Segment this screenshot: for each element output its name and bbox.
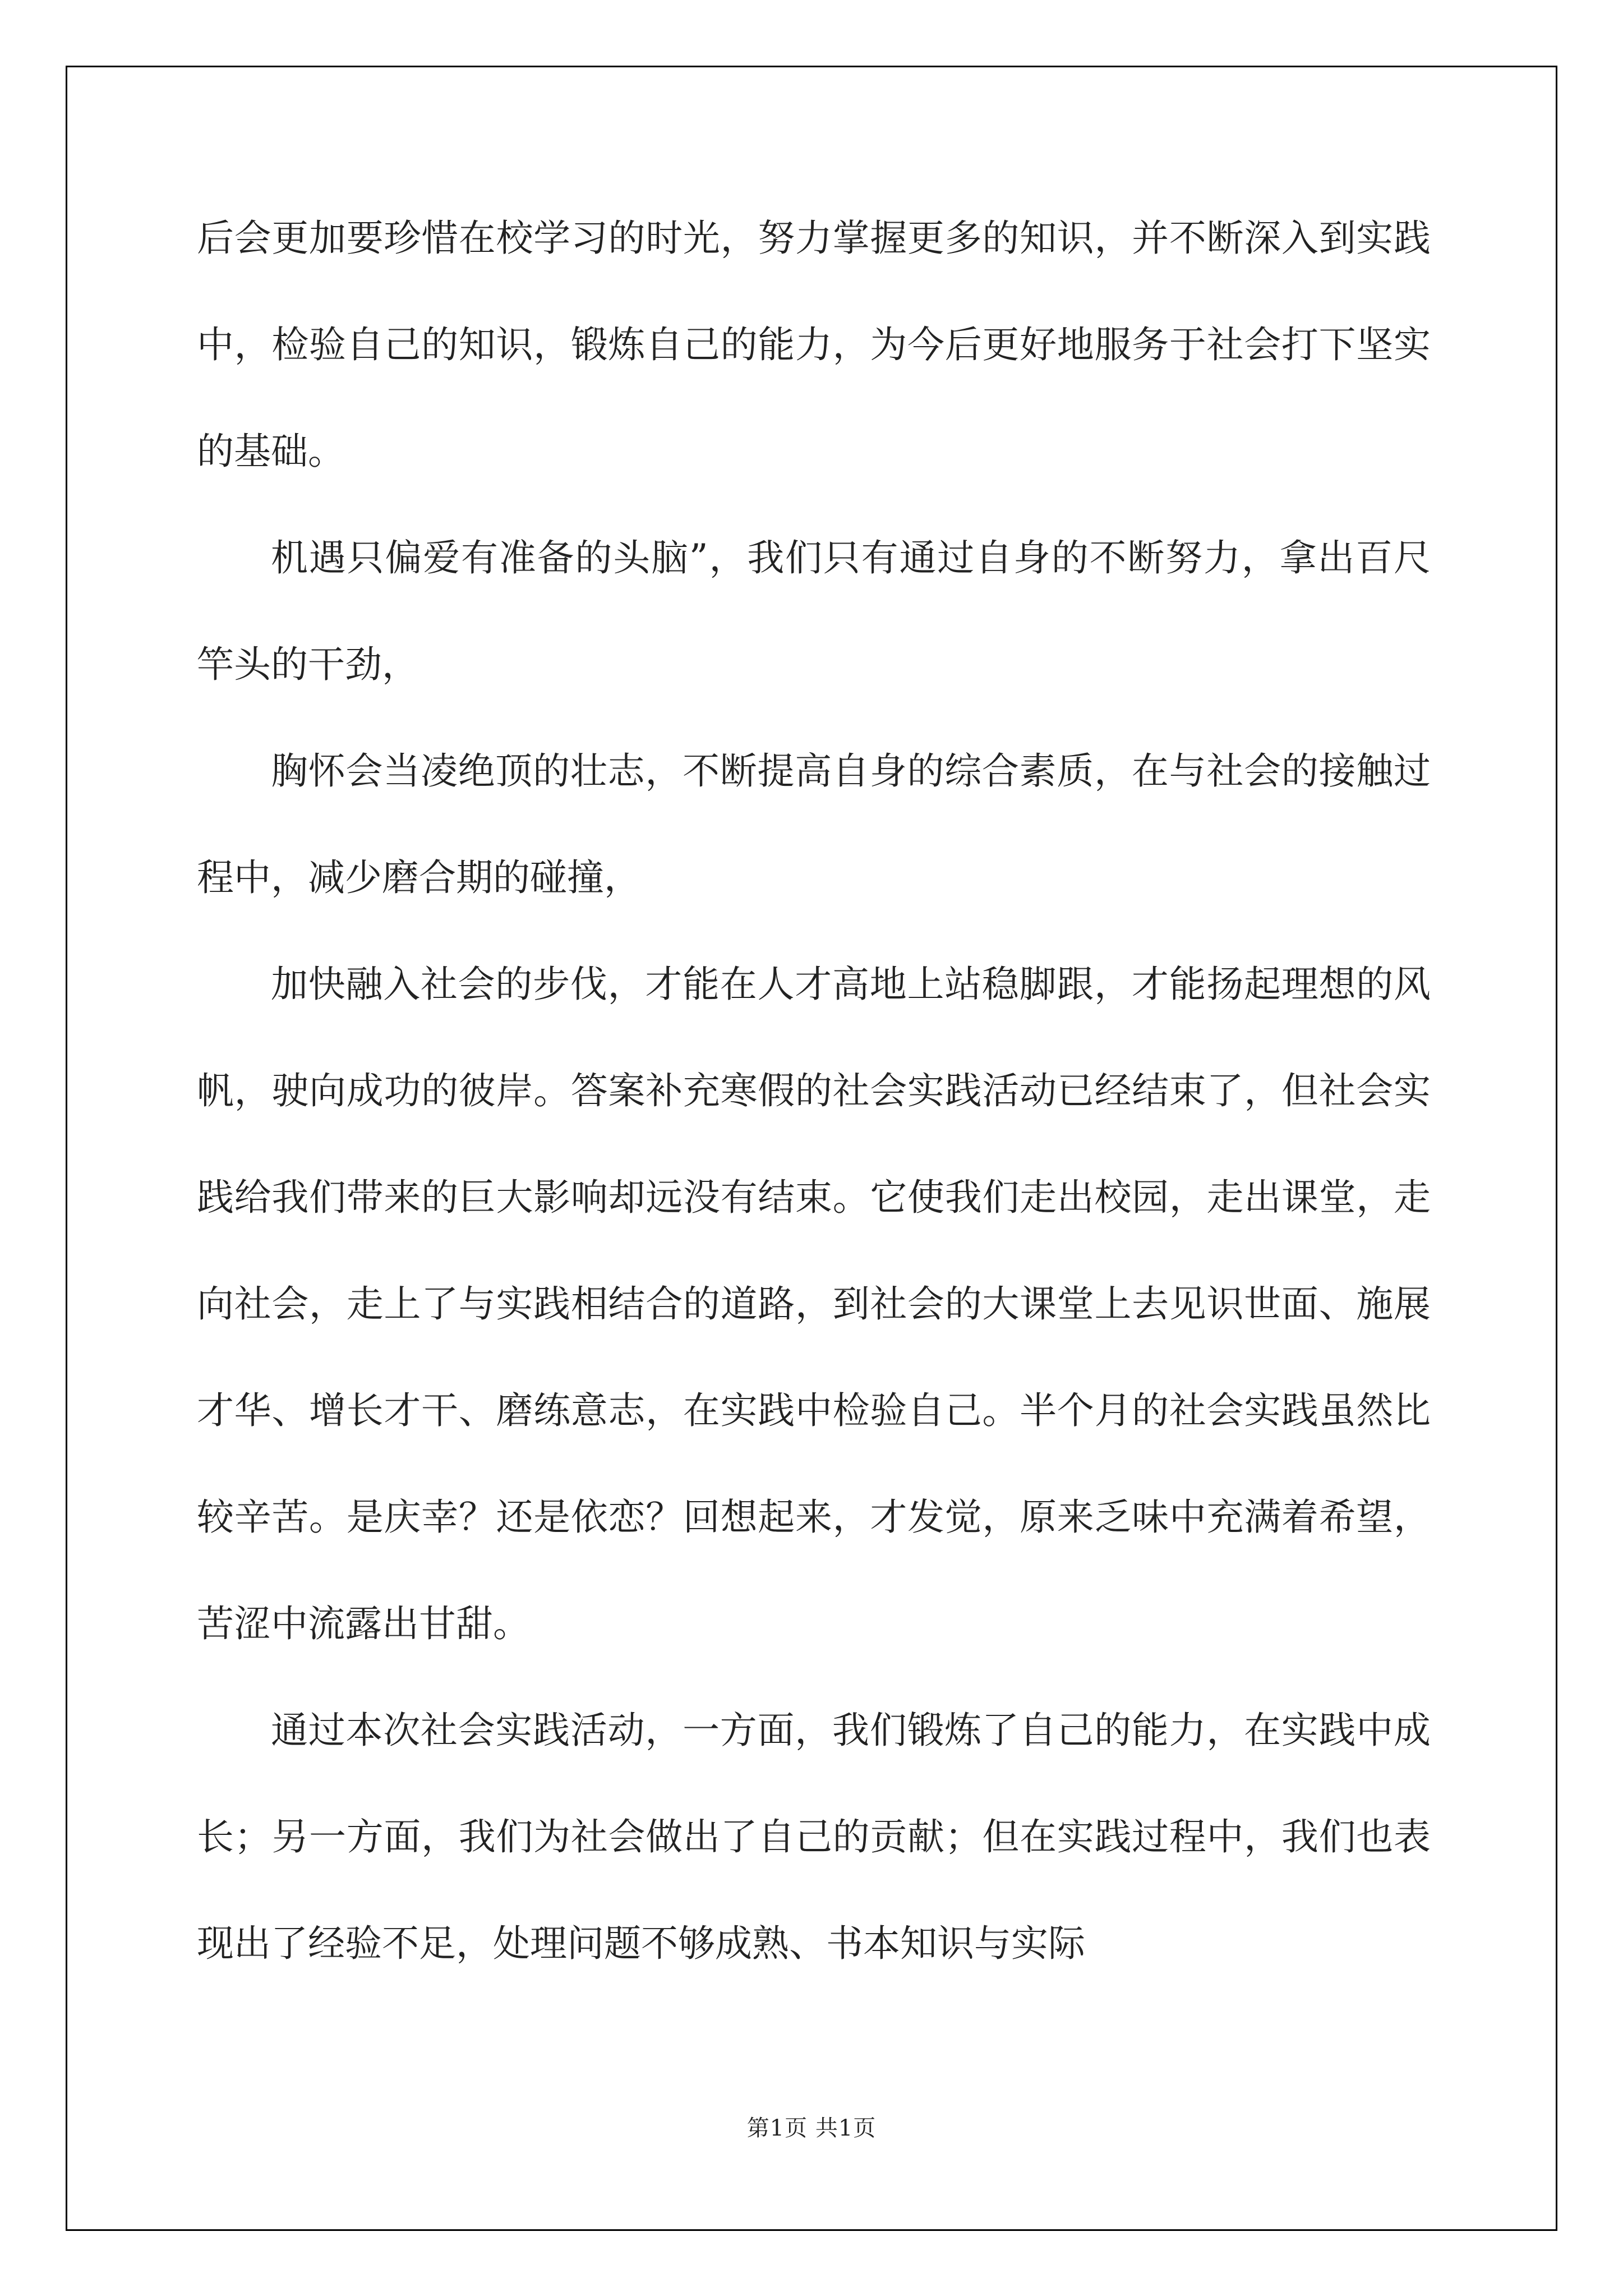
paragraph-5: 通过本次社会实践活动，一方面，我们锻炼了自己的能力，在实践中成长；另一方面，我们为社会做出了自己的贡献；但在实践过程中，我们也表现出了经验不足，处理问题不够成熟、书本知识与实际 (197, 1709, 1431, 1965)
document-body (197, 185, 1431, 1997)
paragraph-4: 加快融入社会的步伐，才能在人才高地上站稳脚跟，才能扬起理想的风帆，驶向成功的彼岸。答案补充寒假的社会实践活动已经结束了，但社会实践给我们带来的巨大影响却远没有结束。它使我们走出校园，走出课堂，走向社会，走上了与实践相结合的道路，到社会的大课堂上去见识世面、施展才华、增长才干、磨练意志，在实践中检验自己。半个月的社会实践虽然比较辛苦。是庆幸？还是依恋？回想起来，才发觉，原来乏味中充满着希望，苦涩中流露出甘甜。 (197, 963, 1431, 1645)
page-number-footer: 第1页 共1页 (746, 2115, 877, 2141)
paragraph-3: 胸怀会当凌绝顶的壮志，不断提高自身的综合素质，在与社会的接触过程中，减少磨合期的碰撞， (197, 749, 1431, 899)
paragraph-2: 机遇只偏爱有准备的头脑”，我们只有通过自身的不断努力，拿出百尺竿头的干劲， (197, 536, 1431, 686)
paragraph-1: 后会更加要珍惜在校学习的时光，努力掌握更多的知识，并不断深入到实践中，检验自己的知识，锻炼自己的能力，为今后更好地服务于社会打下坚实的基础。 (197, 217, 1431, 473)
